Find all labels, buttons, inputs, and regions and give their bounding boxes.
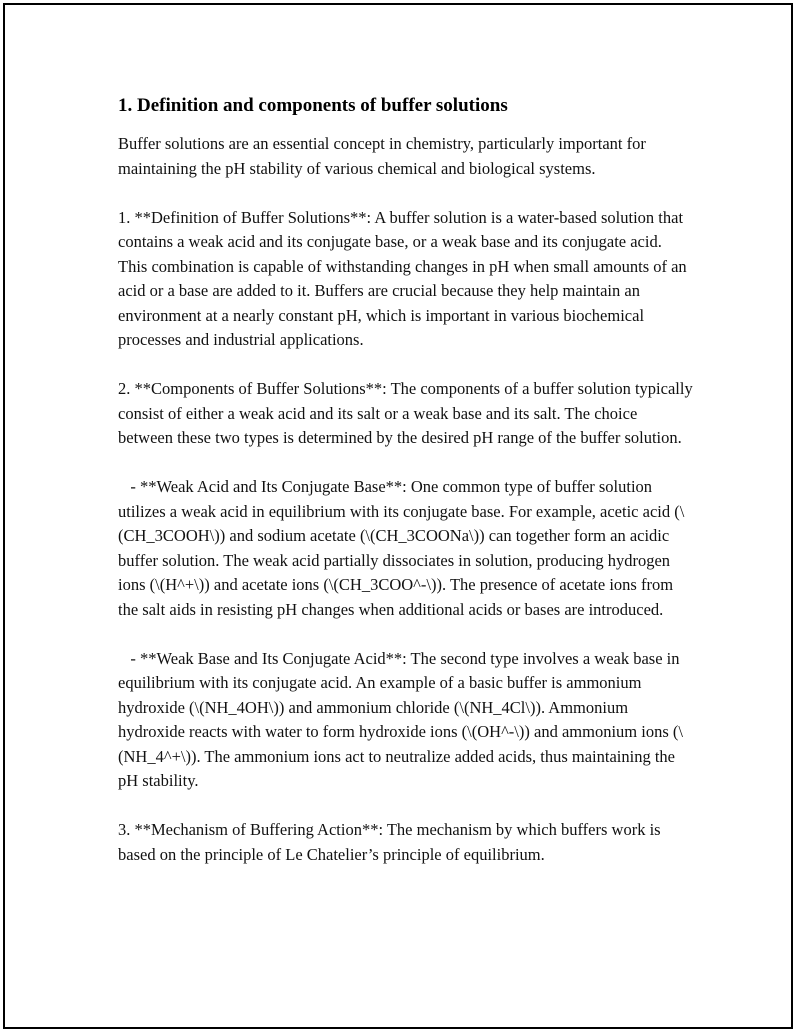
intro-paragraph: Buffer solutions are an essential concept in chemistry, particularly important for maintaining the pH stability of various chemical and biological systems.: [118, 134, 650, 178]
document-body: [118, 93, 697, 867]
components-paragraph: 2. **Components of Buffer Solutions**: The components of a buffer solution typically consist of either a weak acid and its salt or a weak base and its salt. The choice between these two types is determined by the desired pH range of the buffer solution.: [118, 379, 697, 447]
weak-acid-paragraph: - **Weak Acid and Its Conjugate Base**: One common type of buffer solution utilizes a weak acid in equilibrium with its conjugate base. For example, acetic acid (\(CH_3COOH\)) and sodium acetate (\(CH_3COONa\)) can together form an acidic buffer solution. The weak acid partially dissociates in solution, producing hydrogen ions (\(H^+\)) and acetate ions (\(CH_3COO^-\)). The presence of acetate ions from the salt aids in resisting pH changes when additional acids or bases are introduced.: [118, 477, 685, 619]
definition-paragraph: 1. **Definition of Buffer Solutions**: A buffer solution is a water-based solution that contains a weak acid and its conjugate base, or a weak base and its conjugate acid. This combination is capable of withstanding changes in pH when small amounts of an acid or a base are added to it. Buffers are crucial because they help maintain an environment at a nearly constant pH, which is important in various biochemical processes and industrial applications.: [118, 207, 691, 349]
section-heading: 1. Definition and components of buffer solutions: [118, 95, 508, 116]
mechanism-paragraph: 3. **Mechanism of Buffering Action**: The mechanism by which buffers work is based on the principle of Le Chatelier’s principle of equilibrium.: [118, 820, 665, 864]
weak-base-paragraph: - **Weak Base and Its Conjugate Acid**: The second type involves a weak base in equilibrium with its conjugate acid. An example of a basic buffer is ammonium hydroxide (\(NH_4OH\)) and ammonium chloride (\(NH_4Cl\)). Ammonium hydroxide reacts with water to form hydroxide ions (\(OH^-\)) and ammonium ions (\(NH_4^+\)). The ammonium ions act to neutralize added acids, thus maintaining the pH stability.: [118, 648, 684, 790]
